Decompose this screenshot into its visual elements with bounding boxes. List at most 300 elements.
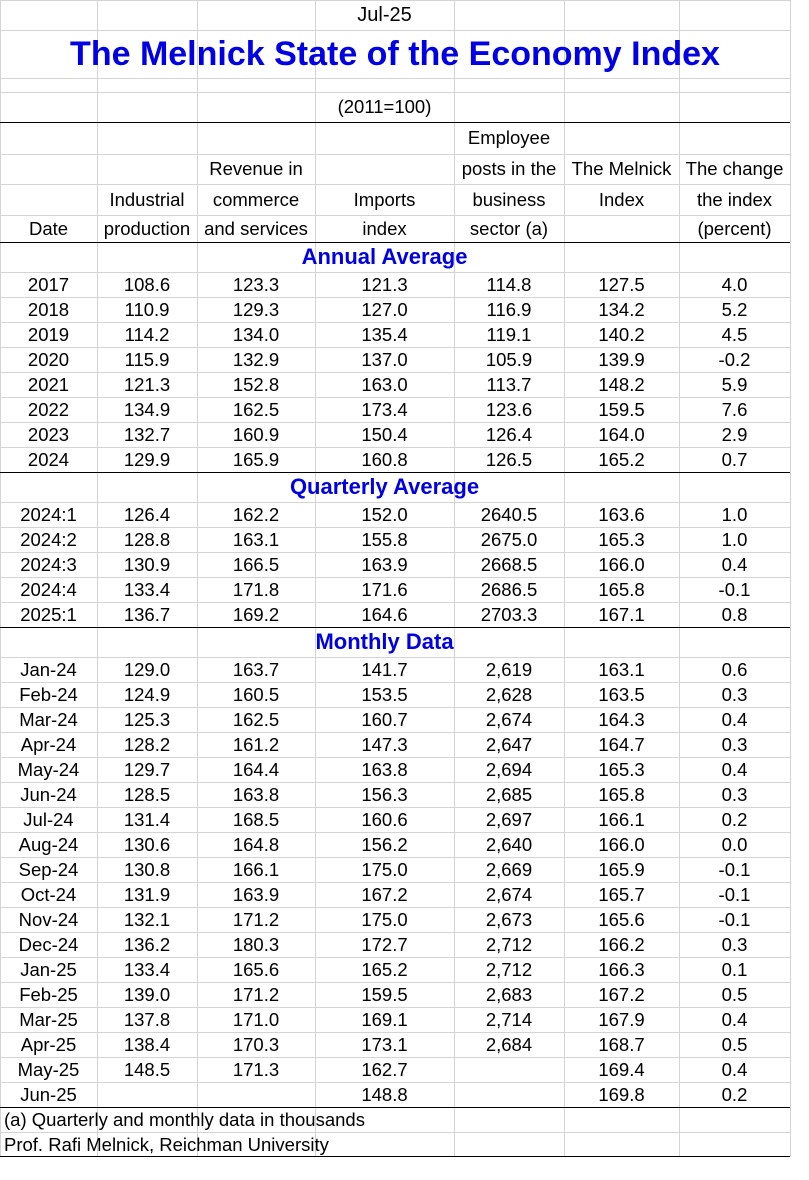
- cell-industrial-production: 131.9: [123, 883, 171, 905]
- cell-industrial-production: 137.8: [123, 1008, 171, 1030]
- cell-imports-index: 169.1: [361, 1008, 408, 1030]
- cell-employee-posts: 116.9: [486, 298, 532, 320]
- cell-imports-index: 148.8: [361, 1083, 408, 1105]
- section-quarterly: [0, 472, 790, 502]
- cell-change-percent: 5.9: [721, 373, 748, 395]
- cell-date: 2024:2: [20, 528, 77, 550]
- cell-imports-index: 163.8: [361, 758, 408, 780]
- col-header-revenue-line-4: and services: [204, 217, 308, 239]
- table-row: [0, 882, 790, 907]
- cell-date: 2022: [27, 398, 70, 420]
- cell-industrial-production: 130.8: [123, 858, 171, 880]
- table-row: [0, 577, 790, 602]
- cell-date: 2024:1: [20, 503, 77, 525]
- cell-revenue: 152.8: [232, 373, 280, 395]
- cell-industrial-production: 132.1: [123, 908, 171, 930]
- cell-date: Feb-25: [19, 983, 78, 1005]
- cell-imports-index: 127.0: [361, 298, 408, 320]
- table-row: [0, 732, 790, 757]
- cell-revenue: 165.6: [232, 958, 280, 980]
- cell-revenue: 164.8: [232, 833, 280, 855]
- cell-revenue: 171.2: [232, 908, 280, 930]
- footnote-row: [0, 1107, 790, 1132]
- cell-melnick-index: 165.3: [598, 758, 645, 780]
- cell-industrial-production: 148.5: [123, 1058, 171, 1080]
- cell-date: 2021: [27, 373, 70, 395]
- cell-date: May-25: [17, 1058, 80, 1080]
- cell-date: 2025:1: [20, 603, 77, 625]
- section-annual: [0, 242, 790, 272]
- cell-melnick-index: 165.9: [598, 858, 645, 880]
- cell-revenue: 168.5: [232, 808, 280, 830]
- cell-melnick-index: 166.0: [598, 833, 645, 855]
- cell-imports-index: 162.7: [361, 1058, 408, 1080]
- cell-melnick-index: 165.7: [598, 883, 645, 905]
- cell-imports-index: 152.0: [361, 503, 408, 525]
- cell-melnick-index: 165.2: [598, 448, 645, 470]
- cell-change-percent: 0.2: [721, 1083, 748, 1105]
- cell-employee-posts: [454, 1057, 564, 1082]
- monthly-rows: [0, 657, 790, 1107]
- cell-melnick-index: 127.5: [598, 273, 645, 295]
- cell-employee-posts: 2668.5: [480, 553, 538, 575]
- cell-revenue: 166.1: [232, 858, 280, 880]
- table-row: [0, 982, 790, 1007]
- cell-revenue: 129.3: [232, 298, 280, 320]
- cell-melnick-index: 165.8: [598, 578, 645, 600]
- cell-change-percent: 1.0: [721, 528, 748, 550]
- cell-melnick-index: 139.9: [598, 348, 645, 370]
- table-row: [0, 552, 790, 577]
- table-row: [0, 447, 790, 472]
- cell-employee-posts: 2,647: [485, 733, 533, 755]
- col-header-revenue-line-2: Revenue in: [209, 158, 303, 179]
- table-row: [0, 1082, 790, 1107]
- cell-change-percent: 1.0: [721, 503, 748, 525]
- cell-employee-posts: [454, 1082, 564, 1107]
- cell-imports-index: 141.7: [361, 658, 408, 680]
- cell-imports-index: 150.4: [361, 423, 408, 445]
- date-row: [0, 0, 790, 30]
- cell-industrial-production: 129.7: [123, 758, 171, 780]
- table-row: [0, 907, 790, 932]
- table-row: [0, 682, 790, 707]
- cell-industrial-production: 138.4: [123, 1033, 171, 1055]
- report-date: Jul-25: [357, 3, 412, 26]
- cell-imports-index: 167.2: [361, 883, 408, 905]
- cell-revenue: 170.3: [232, 1033, 280, 1055]
- base-year: (2011=100): [337, 96, 432, 117]
- cell-employee-posts: 2,669: [485, 858, 533, 880]
- header-line-3: [0, 184, 790, 215]
- col-header-imports-line-2: [315, 154, 454, 184]
- cell-change-percent: 7.6: [721, 398, 748, 420]
- cell-imports-index: 160.7: [361, 708, 408, 730]
- cell-change-percent: -0.1: [718, 908, 751, 930]
- cell-industrial-production: 128.8: [123, 528, 171, 550]
- section-monthly: [0, 627, 790, 657]
- cell-change-percent: 0.4: [721, 758, 748, 780]
- cell-date: 2024: [27, 448, 70, 470]
- cell-date: Jul-24: [23, 808, 74, 830]
- cell-melnick-index: 159.5: [598, 398, 645, 420]
- cell-revenue: 166.5: [232, 553, 280, 575]
- cell-date: 2020: [27, 348, 70, 370]
- cell-employee-posts: 123.6: [485, 398, 533, 420]
- cell-change-percent: -0.1: [718, 883, 751, 905]
- col-header-index-line-1: [564, 122, 679, 154]
- col-header-revenue-line-3: commerce: [212, 188, 300, 210]
- cell-revenue: 171.3: [232, 1058, 280, 1080]
- cell-date: Jan-25: [20, 958, 77, 980]
- cell-change-percent: 0.4: [721, 1058, 748, 1080]
- cell-imports-index: 137.0: [361, 348, 408, 370]
- author-row: [0, 1132, 790, 1157]
- cell-date: Jun-24: [20, 783, 77, 805]
- col-header-imports-line-1: [315, 122, 454, 154]
- cell-revenue: 162.2: [232, 503, 280, 525]
- cell-industrial-production: 125.3: [123, 708, 171, 730]
- cell-revenue: 160.9: [232, 423, 280, 445]
- cell-revenue: 171.0: [232, 1008, 280, 1030]
- cell-date: Jun-25: [20, 1083, 77, 1105]
- cell-revenue: [197, 1082, 315, 1107]
- cell-date: 2024:4: [20, 578, 77, 600]
- cell-melnick-index: 167.9: [598, 1008, 645, 1030]
- cell-revenue: 164.4: [232, 758, 280, 780]
- cell-imports-index: 173.4: [361, 398, 408, 420]
- cell-melnick-index: 164.0: [598, 423, 645, 445]
- cell-industrial-production: 121.3: [123, 373, 171, 395]
- cell-date: Mar-24: [19, 708, 78, 730]
- cell-melnick-index: 167.1: [598, 603, 645, 625]
- cell-imports-index: 135.4: [361, 323, 408, 345]
- cell-melnick-index: 163.1: [598, 658, 645, 680]
- cell-date: Nov-24: [18, 908, 79, 930]
- cell-industrial-production: 126.4: [123, 503, 171, 525]
- cell-melnick-index: 148.2: [598, 373, 645, 395]
- footnote: (a) Quarterly and monthly data in thousands: [4, 1108, 365, 1130]
- cell-melnick-index: 166.3: [598, 958, 645, 980]
- cell-change-percent: -0.1: [718, 858, 751, 880]
- cell-imports-index: 153.5: [361, 683, 408, 705]
- header-line-4: [0, 215, 790, 242]
- table-row: [0, 657, 790, 682]
- table-row: [0, 957, 790, 982]
- cell-imports-index: 163.0: [361, 373, 408, 395]
- table-row: [0, 397, 790, 422]
- cell-industrial-production: [97, 1082, 197, 1107]
- cell-revenue: 165.9: [232, 448, 280, 470]
- cell-change-percent: 0.1: [721, 958, 748, 980]
- cell-change-percent: 0.3: [721, 783, 748, 805]
- cell-imports-index: 165.2: [361, 958, 408, 980]
- cell-change-percent: 5.2: [721, 298, 748, 320]
- cell-employee-posts: 2,712: [485, 933, 533, 955]
- cell-employee-posts: 105.9: [485, 348, 533, 370]
- cell-change-percent: -0.2: [718, 348, 751, 370]
- cell-melnick-index: 140.2: [598, 323, 645, 345]
- cell-employee-posts: 2,628: [485, 683, 533, 705]
- cell-industrial-production: 133.4: [123, 578, 171, 600]
- col-header-employee-line-4: sector (a): [469, 217, 549, 239]
- table-row: [0, 782, 790, 807]
- cell-melnick-index: 163.6: [598, 503, 645, 525]
- cell-change-percent: -0.1: [718, 578, 751, 600]
- cell-revenue: 163.8: [232, 783, 280, 805]
- cell-employee-posts: 2703.3: [480, 603, 538, 625]
- cell-melnick-index: 169.4: [598, 1058, 645, 1080]
- cell-revenue: 162.5: [232, 398, 280, 420]
- cell-industrial-production: 128.5: [123, 783, 171, 805]
- cell-imports-index: 155.8: [361, 528, 408, 550]
- section-title-quarterly: Quarterly Average: [289, 474, 480, 499]
- col-header-index-line-2: The Melnick: [571, 158, 672, 179]
- cell-employee-posts: 2,674: [485, 708, 533, 730]
- cell-change-percent: 0.4: [721, 553, 748, 575]
- table-row: [0, 347, 790, 372]
- cell-imports-index: 156.2: [361, 833, 408, 855]
- col-header-employee-line-3: business: [472, 188, 546, 210]
- cell-imports-index: 163.9: [361, 553, 408, 575]
- cell-change-percent: 0.7: [721, 448, 748, 470]
- author-credit: Prof. Rafi Melnick, Reichman University: [4, 1133, 329, 1155]
- cell-date: Jan-24: [20, 658, 77, 680]
- cell-imports-index: 147.3: [361, 733, 408, 755]
- table-row: [0, 297, 790, 322]
- cell-melnick-index: 165.6: [598, 908, 645, 930]
- cell-imports-index: 164.6: [361, 603, 408, 625]
- cell-employee-posts: 126.4: [485, 423, 533, 445]
- cell-employee-posts: 2,712: [485, 958, 533, 980]
- cell-employee-posts: 2,714: [485, 1008, 533, 1030]
- cell-employee-posts: 2,619: [485, 658, 533, 680]
- section-title-monthly: Monthly Data: [315, 629, 454, 654]
- cell-date: May-24: [17, 758, 80, 780]
- cell-imports-index: 175.0: [361, 858, 408, 880]
- cell-change-percent: 0.2: [721, 808, 748, 830]
- cell-employee-posts: 126.5: [485, 448, 533, 470]
- cell-revenue: 163.9: [232, 883, 280, 905]
- cell-change-percent: 0.0: [721, 833, 748, 855]
- table-row: [0, 857, 790, 882]
- cell-melnick-index: 165.8: [598, 783, 645, 805]
- cell-industrial-production: 133.4: [123, 958, 171, 980]
- cell-employee-posts: 2,694: [485, 758, 533, 780]
- cell-change-percent: 4.0: [721, 273, 748, 295]
- quarterly-rows: [0, 502, 790, 627]
- cell-melnick-index: 169.8: [598, 1083, 645, 1105]
- cell-imports-index: 173.1: [361, 1033, 408, 1055]
- cell-melnick-index: 164.3: [598, 708, 645, 730]
- cell-employee-posts: 2,673: [485, 908, 533, 930]
- col-header-date-line-1: [0, 122, 97, 154]
- cell-revenue: 123.3: [232, 273, 280, 295]
- cell-melnick-index: 168.7: [598, 1033, 645, 1055]
- table-row: [0, 322, 790, 347]
- cell-date: Mar-25: [19, 1008, 78, 1030]
- cell-industrial-production: 139.0: [123, 983, 171, 1005]
- header-line-1: [0, 122, 790, 154]
- table-row: [0, 602, 790, 627]
- cell-date: 2023: [27, 423, 70, 445]
- cell-melnick-index: 167.2: [598, 983, 645, 1005]
- table-row: [0, 502, 790, 527]
- col-header-change-line-1: [679, 122, 790, 154]
- cell-employee-posts: 2,684: [485, 1033, 533, 1055]
- cell-imports-index: 156.3: [361, 783, 408, 805]
- table-row: [0, 1057, 790, 1082]
- cell-date: Sep-24: [18, 858, 79, 880]
- cell-employee-posts: 2675.0: [480, 528, 538, 550]
- col-header-date-line-2: [0, 154, 97, 184]
- col-header-industrial-line-1: [97, 122, 197, 154]
- cell-revenue: 171.2: [232, 983, 280, 1005]
- cell-change-percent: 0.3: [721, 933, 748, 955]
- cell-change-percent: 0.3: [721, 733, 748, 755]
- cell-industrial-production: 136.7: [123, 603, 171, 625]
- cell-industrial-production: 132.7: [123, 423, 171, 445]
- cell-melnick-index: 166.2: [598, 933, 645, 955]
- cell-employee-posts: 2,683: [485, 983, 533, 1005]
- cell-date: 2018: [27, 298, 70, 320]
- cell-employee-posts: 114.8: [486, 273, 532, 295]
- cell-change-percent: 0.4: [721, 1008, 748, 1030]
- cell-melnick-index: 163.5: [598, 683, 645, 705]
- table-row: [0, 707, 790, 732]
- cell-date: 2024:3: [20, 553, 77, 575]
- cell-industrial-production: 110.9: [124, 298, 170, 320]
- cell-change-percent: 0.4: [721, 708, 748, 730]
- cell-industrial-production: 130.6: [123, 833, 171, 855]
- col-header-date-line-3: [0, 184, 97, 215]
- cell-date: 2017: [27, 273, 70, 295]
- col-header-employee-line-1: Employee: [467, 127, 551, 148]
- cell-industrial-production: 115.9: [124, 348, 170, 370]
- cell-melnick-index: 166.1: [598, 808, 645, 830]
- page-title: The Melnick State of the Economy Index: [70, 34, 720, 73]
- col-header-change-line-3: the index: [696, 188, 773, 210]
- cell-date: Feb-24: [19, 683, 78, 705]
- table-row: [0, 932, 790, 957]
- cell-change-percent: 0.5: [721, 1033, 748, 1055]
- cell-date: Oct-24: [20, 883, 77, 905]
- cell-revenue: 162.5: [232, 708, 280, 730]
- cell-change-percent: 0.8: [721, 603, 748, 625]
- cell-employee-posts: 113.7: [486, 373, 532, 395]
- cell-revenue: 134.0: [232, 323, 280, 345]
- col-header-industrial-line-4: production: [103, 217, 191, 239]
- cell-change-percent: 0.5: [721, 983, 748, 1005]
- col-header-index-line-4: [564, 215, 679, 242]
- col-header-industrial-line-2: [97, 154, 197, 184]
- header-line-2: [0, 154, 790, 184]
- col-header-date: Date: [28, 217, 69, 239]
- cell-melnick-index: 134.2: [598, 298, 645, 320]
- cell-change-percent: 0.6: [721, 658, 748, 680]
- cell-employee-posts: 2640.5: [480, 503, 538, 525]
- cell-imports-index: 159.5: [361, 983, 408, 1005]
- cell-revenue: 169.2: [232, 603, 280, 625]
- cell-revenue: 171.8: [232, 578, 280, 600]
- table-row: [0, 422, 790, 447]
- cell-employee-posts: 2,640: [485, 833, 533, 855]
- cell-industrial-production: 129.9: [123, 448, 171, 470]
- cell-revenue: 132.9: [232, 348, 280, 370]
- cell-employee-posts: 2686.5: [480, 578, 538, 600]
- col-header-change-line-4: (percent): [697, 217, 772, 239]
- cell-industrial-production: 124.9: [123, 683, 171, 705]
- col-header-revenue-line-1: [197, 122, 315, 154]
- table-row: [0, 1032, 790, 1057]
- table-row: [0, 372, 790, 397]
- section-title-annual: Annual Average: [301, 244, 468, 269]
- cell-revenue: 163.7: [232, 658, 280, 680]
- cell-industrial-production: 129.0: [123, 658, 171, 680]
- cell-date: Apr-24: [20, 733, 77, 755]
- col-header-employee-line-2: posts in the: [461, 158, 557, 179]
- table-row: [0, 832, 790, 857]
- cell-employee-posts: 2,697: [485, 808, 533, 830]
- col-header-imports-line-4: index: [362, 217, 407, 239]
- cell-change-percent: 4.5: [721, 323, 748, 345]
- cell-date: Aug-24: [18, 833, 79, 855]
- cell-industrial-production: 130.9: [123, 553, 171, 575]
- cell-industrial-production: 114.2: [124, 323, 170, 345]
- table-row: [0, 757, 790, 782]
- col-header-index-line-3: Index: [598, 188, 645, 210]
- col-header-change-line-2: The change: [685, 158, 784, 179]
- cell-imports-index: 160.6: [361, 808, 408, 830]
- cell-change-percent: 2.9: [721, 423, 748, 445]
- spacer-row: [0, 78, 790, 92]
- cell-date: Dec-24: [18, 933, 79, 955]
- cell-imports-index: 121.3: [361, 273, 408, 295]
- cell-change-percent: 0.3: [721, 683, 748, 705]
- cell-industrial-production: 134.9: [123, 398, 171, 420]
- cell-revenue: 163.1: [232, 528, 280, 550]
- cell-industrial-production: 128.2: [123, 733, 171, 755]
- cell-industrial-production: 108.6: [123, 273, 171, 295]
- cell-industrial-production: 136.2: [123, 933, 171, 955]
- cell-imports-index: 172.7: [361, 933, 408, 955]
- table-row: [0, 1007, 790, 1032]
- annual-rows: [0, 272, 790, 472]
- col-header-industrial-line-3: Industrial: [109, 188, 185, 210]
- cell-imports-index: 160.8: [361, 448, 408, 470]
- cell-melnick-index: 164.7: [598, 733, 645, 755]
- cell-date: Apr-25: [20, 1033, 77, 1055]
- base-row: [0, 92, 790, 122]
- cell-imports-index: 171.6: [361, 578, 408, 600]
- cell-employee-posts: 2,685: [485, 783, 533, 805]
- table-row: [0, 527, 790, 552]
- cell-employee-posts: 2,674: [485, 883, 533, 905]
- title-row: [0, 30, 790, 78]
- cell-melnick-index: 165.3: [598, 528, 645, 550]
- table-row: [0, 272, 790, 297]
- cell-industrial-production: 131.4: [123, 808, 171, 830]
- cell-revenue: 180.3: [232, 933, 280, 955]
- cell-imports-index: 175.0: [361, 908, 408, 930]
- cell-date: 2019: [27, 323, 70, 345]
- col-header-imports-line-3: Imports: [353, 188, 416, 210]
- cell-melnick-index: 166.0: [598, 553, 645, 575]
- table-row: [0, 807, 790, 832]
- cell-employee-posts: 119.1: [486, 323, 532, 345]
- cell-revenue: 160.5: [232, 683, 280, 705]
- cell-revenue: 161.2: [232, 733, 280, 755]
